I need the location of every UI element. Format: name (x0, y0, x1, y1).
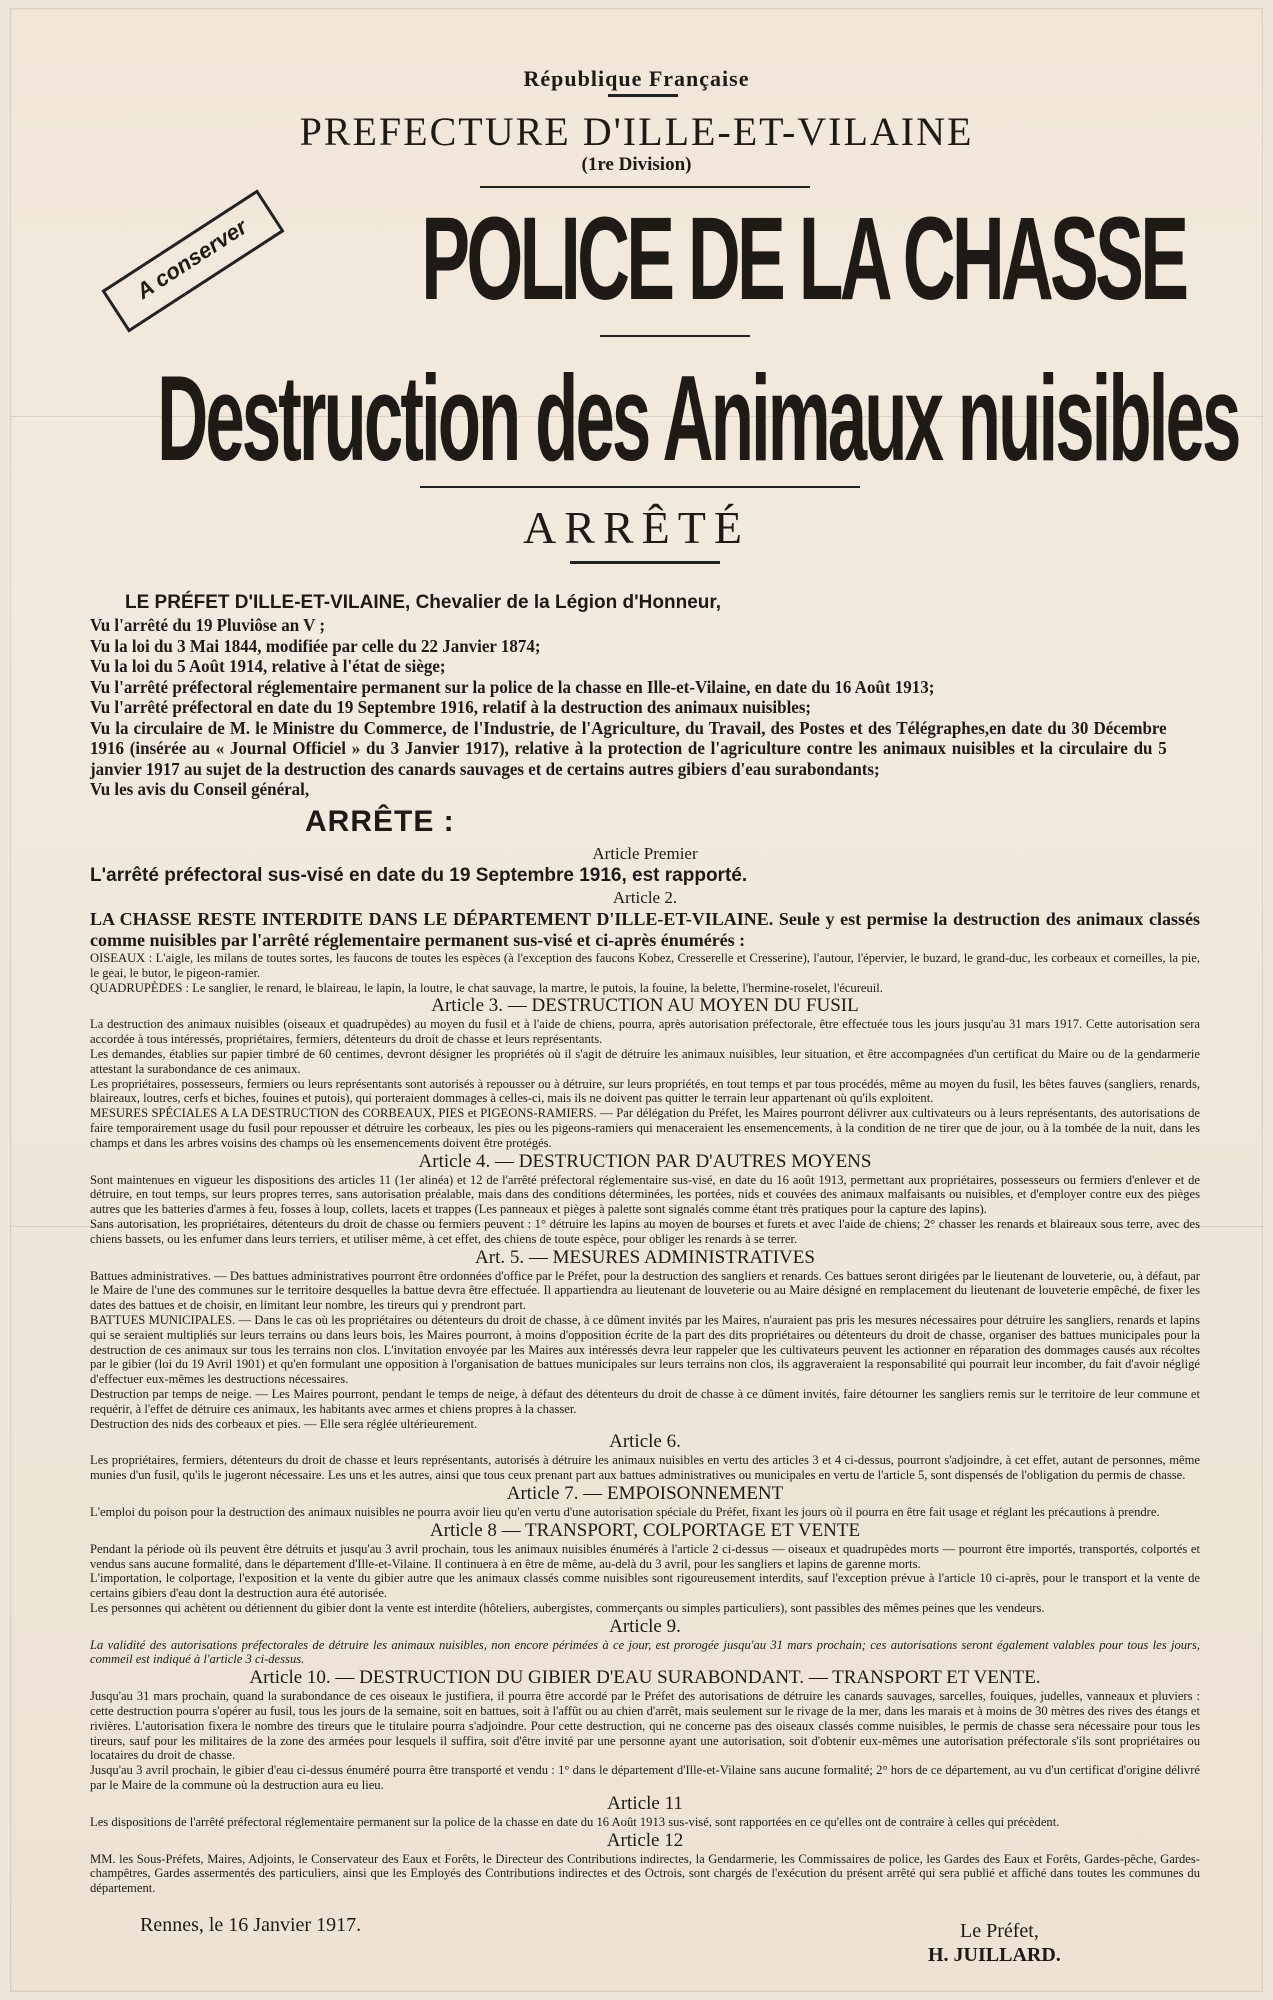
divider (570, 561, 720, 564)
article-title: Article 12 (606, 1829, 684, 1851)
article-title: Article 11 (607, 1792, 683, 1814)
article-title: Article 8 — TRANSPORT, COLPORTAGE ET VENTE (429, 1519, 861, 1541)
subtitle: Destruction des Animaux nuisibles (157, 350, 1239, 486)
vu-line: Vu l'arrêté du 19 Pluviôse an V ; (90, 615, 325, 635)
divider (600, 335, 750, 337)
divider (480, 186, 810, 188)
arrete-heading: ARRÊTÉ (523, 502, 750, 553)
poster (10, 8, 1263, 1992)
article-text: Les dispositions de l'arrêté préfectoral réglementaire permanent sur la police de la chasse en date du 16 Août 1913 sus-visé, sont rapportées en ce qu'elles ont de contraire à celles qui précèdent. (90, 1814, 1060, 1829)
article-text: La validité des autorisations préfectorales de détruire les animaux nuisibles, non encore périmées à ce jour, est prorogée jusqu'au 31 mars prochain; ces autorisations seront également valables pour tous les jours, commeil est indiqué à l'article 3 ci-dessus. (90, 1637, 1200, 1667)
article-text: L'arrêté préfectoral sus-visé en date du 19 Septembre 1916, est rapporté. (90, 865, 748, 886)
article-text: Les personnes qui achètent ou détiennent du gibier dont la vente est interdite (hôteliers, aubergistes, commerçants ou simples particuliers), sont passibles des mêmes peines que les vendeurs. (90, 1600, 1045, 1615)
vu-line: Vu la loi du 3 Mai 1844, modifiée par celle du 22 Janvier 1874; (90, 635, 541, 656)
article-text: La destruction des animaux nuisibles (oiseaux et quadrupèdes) au moyen du fusil et à l'aide de chiens, pourra, après autorisation préfectorale, être effectuée tous les jours jusqu'au 31 mars 1917. Cette autorisation sera accordée à tous intéressés, propriétaires, fermiers, détenteurs du droit de chasse et leurs représentants. (90, 1017, 1200, 1047)
article-text: Les propriétaires, possesseurs, fermiers ou leurs représentants sont autorisés à repousser ou à détruire, sur leurs propriétés, en tout temps et par tous procédés, même au moyen du fusil, les bêtes fauves (sangliers, renards, blaireaux, loutres, cerfs et biches, fouines et putois), qui porteraient dommages à celles-ci, mais ils ne doivent pas quitter le terrain leur appartenant où qu'ils exploitent. (90, 1076, 1200, 1106)
main-title: POLICE DE LA CHASSE (421, 193, 1186, 325)
divider (608, 94, 678, 97)
prefecture-heading: PREFECTURE D'ILLE-ET-VILAINE (299, 109, 974, 154)
conserver-stamp: A conserver (101, 189, 284, 332)
article-text: Les propriétaires, fermiers, détenteurs du droit de chasse et leurs représentants, autorisés à détruire les animaux nuisibles en vertu des articles 3 et 4 ci-dessus, pourront s'adjoindre, à cet effet, autant de personnes, même munies d'un fusil, qu'ils le jugeront nécessaire. Les uns et les autres, ainsi que tous ceux prenant part aux battues administratives ou municipales en vertu de l'article 5, sont dispensés de l'obligation du permis de chasse. (90, 1453, 1200, 1483)
vu-line: Vu les avis du Conseil général, (90, 779, 310, 799)
article-text: Jusqu'au 3 avril prochain, le gibier d'eau ci-dessus énuméré pourra être transporté et vendu : 1° dans le département d'Ille-et-Vilaine sans aucune formalité; 2° hors de ce département, au vu d'un certificat d'origine délivré par le Maire de la commune où la destruction aura eu lieu. (90, 1763, 1200, 1793)
articles (90, 843, 1200, 1896)
article-text: Destruction par temps de neige. — Les Maires pourront, pendant le temps de neige, à défaut des détenteurs du droit de chasse à ce dûment invités, faire détourner les sangliers remis sur le territoire de leur commune et requérir, à l'effet de détruire ces animaux, les habitants avec armes et chiens propres à la chasser. (90, 1386, 1200, 1416)
article-text: Les demandes, établies sur papier timbré de 60 centimes, devront désigner les propriétés où il s'agit de détruire les animaux nuisibles, leur situation, et être accompagnées d'un certificat du Maire ou de la gendarmerie attestant la surabondance de ces animaux. (90, 1046, 1200, 1076)
article-text: QUADRUPÈDES : Le sanglier, le renard, le blaireau, le lapin, la loutre, le chat sauvage, la martre, le putois, la fouine, la belette, l'hermine-roselet, l'écureuil. (90, 980, 883, 995)
article-text: MESURES SPÉCIALES A LA DESTRUCTION des CORBEAUX, PIES et PIGEONS-RAMIERS. — Par délégation du Préfet, les Maires pourront délivrer aux cultivateurs ou à leurs représentants, des autorisations de faire temporairement usage du fusil pour repousser et détruire les corbeaux, les pies ou les pigeons-ramiers qui menaceraient les ensemencements, à la condition de ne tirer que de jour, ou à la tombée de la nuit, dans les champs et dans les arbres voisins des champs où les ensemencements doivent être protégés. (90, 1106, 1200, 1150)
preamble (90, 591, 1200, 838)
article-text: Battues administratives. — Des battues administratives pourront être ordonnées d'office par le Préfet, pour la destruction des sangliers et renards. Ces battues seront dirigées par le lieutenant de louveterie, ou, à défaut, par le Maire de l'une des communes sur le territoire desquelles la battue devra être effectuée. Il appartiendra au lieutenant de louveterie ou au Maire désigné en remplacement du lieutenant de louveterie empêché, de fixer les dates des battues et de choisir, en limitant leur nombre, les tireurs qui y prendront part. (90, 1268, 1200, 1313)
article-title: Article 4. — DESTRUCTION PAR D'AUTRES MOYENS (418, 1150, 872, 1172)
article-title: Article Premier (592, 844, 698, 863)
republic-heading: République Française (523, 66, 750, 91)
article-text: LA CHASSE RESTE INTERDITE DANS LE DÉPARTEMENT D'ILLE-ET-VILAINE. Seule y est permise la destruction des animaux classés comme nuisibles par l'arrêté réglementaire permanent sus-visé et ci-après énumérés : (90, 909, 1200, 950)
article-text: L'emploi du poison pour la destruction des animaux nuisibles ne pourra avoir lieu qu'en vertu d'une autorisation spéciale du Préfet, fixant les jours où il pourra en être fait usage et réglant les précautions à prendre. (90, 1504, 1160, 1519)
place-date: Rennes, le 16 Janvier 1917. (140, 1914, 362, 1936)
article-title: Article 3. — DESTRUCTION AU MOYEN DU FUSIL (431, 995, 859, 1017)
article-title: Article 2. (612, 888, 678, 907)
divider (420, 486, 860, 488)
article-text: L'importation, le colportage, l'exposition et la vente du gibier autre que les animaux classés comme nuisibles sont rigoureusement interdits, sauf l'exception prévue à l'article 10 ci-après, pour le transport et la vente de certains gibiers d'eau dont la destruction aura été autorisée. (90, 1571, 1200, 1601)
article-title: Art. 5. — MESURES ADMINISTRATIVES (475, 1246, 815, 1268)
article-text: Jusqu'au 31 mars prochain, quand la surabondance de ces oiseaux le justifiera, il pourra être accordé par le Préfet des autorisations de détruire les canards sauvages, sarcelles, fouiques, judelles, vanneaux et pluviers : cette destruction pourra s'opérer au fusil, tous les jours de la semaine, soit en battues, soit à l'affût ou au chien d'arrêt, mais seulement sur le rivage de la mer, dans les marais et à moins de 30 mètres des rives des étangs et rivières. L'autorisation fixera le nombre des tireurs que le titulaire pourra s'adjoindre. Pour cette destruction, qui ne concerne pas des oiseaux classés comme nuisibles, le permis de chasse sera nécessaire pour tous les tireurs, sauf pour les militaires de la zone des armées pour lesquels il suffira, soit d'être invité par une personne ayant une autorisation, soit d'obtenir eux-mêmes une autorisation préfectorale s'ils sont propriétaires ou locataires du droit de chasse. (90, 1689, 1200, 1763)
vu-line: Vu l'arrêté préfectoral en date du 19 Septembre 1916, relatif à la destruction des animaux nuisibles; (90, 697, 812, 717)
article-text: Sans autorisation, les propriétaires, détenteurs du droit de chasse ou fermiers peuvent : 1° détruire les lapins au moyen de bourses et furets et avec l'aide de chiens; 2° chasser les renards et blaireaux sous terre, avec des chiens bassets, ou les enfumer dans leurs terriers, et utiliser même, à cet effet, des chiens de toute espèce, pour obliger les renards à se terrer. (90, 1216, 1200, 1246)
article-text: Pendant la période où ils peuvent être détruits et jusqu'au 3 avril prochain, tous les animaux nuisibles énumérés à l'article 2 ci-dessus — oiseaux et quadrupèdes morts — pourront être importés, transportés, colportés et vendus sans aucune formalité, dans le département d'Ille-et-Vilaine. Il continuera à en être de même, au-delà du 3 avril, pour les sangliers et lapins de garenne morts. (90, 1541, 1200, 1571)
vu-line: Vu l'arrêté préfectoral réglementaire permanent sur la police de la chasse en Ille-et-Vilaine, en date du 16 Août 1913; (90, 676, 935, 697)
article-text: MM. les Sous-Préfets, Maires, Adjoints, le Conservateur des Eaux et Forêts, le Directeur des Contributions indirectes, la Gendarmerie, les Commissaires de police, les Gardes des Eaux et Forêts, Gardes-pêche, Gardes-champêtres, Gardes assermentés des particuliers, ainsi que les Employés des Contributions indirectes et des Octrois, sont chargés de l'exécution du présent arrêté qui sera publié et affiché dans toutes les communes du département. (90, 1851, 1200, 1896)
article-text: OISEAUX : L'aigle, les milans de toutes sortes, les faucons de toutes les espèces (à l'exception des faucons Kobez, Cresserelle et Cresserine), l'autour, l'épervier, le buzard, le grand-duc, les corbeaux et corneilles, la pie, le geai, le butor, le pigeon-ramier. (90, 951, 1200, 980)
arrete-decree: ARRÊTE : (305, 804, 455, 838)
article-title: Article 9. (609, 1615, 681, 1637)
article-text: BATTUES MUNICIPALES. — Dans le cas où les propriétaires ou détenteurs du droit de chasse, à ce dûment invités par les Maires, n'auraient pas pris les mesures nécessaires pour détruire les sangliers, renards et lapins qui se seraient multipliés sur leurs terrains ou dans leurs bois, les Maires pourront, à moins d'opposition écrite de la part des dits propriétaires ou détenteurs du droit de chasse, organiser des battues municipales pour la destruction de ces animaux sur tous les terrains non clos. L'invitation envoyée par les Maires aux intéressés devra leur rappeler que les cultivateurs peuvent les actionner en réparation des dommages causés aux récoltes par le gibier (loi du 19 Avril 1901) et qu'en formulant une opposition à l'organisation de battues municipales sur leurs terrains non clos, ils aggraveraient la responsabilité qui pourrait leur incomber, du fait d'avoir négligé d'effectuer eux-mêmes les destructions nécessaires. (90, 1312, 1200, 1387)
signer-title: Le Préfet, (960, 1920, 1039, 1942)
signer-name: H. JUILLARD. (928, 1944, 1061, 1966)
article-text: Destruction des nids des corbeaux et pies. — Elle sera réglée ultérieurement. (90, 1416, 478, 1431)
division-label: (1re Division) (581, 154, 692, 175)
article-text: Sont maintenues en vigueur les dispositions des articles 11 (1er alinéa) et 12 de l'arrêté préfectoral réglementaire sus-visé, en date du 16 août 1913, permettant aux propriétaires, possesseurs ou fermiers d'enlever et de détruire, en tout temps, sur leurs propres terres, sans autorisation préalable, mais dans des conditions déterminées, les portées, nids et couvées des animaux malfaisants ou nuisibles, et d'employer contre eux des pièges autres que les batteries d'armes à feu, fosses à loup, collets, lacets et trappes (Les panneaux et pièges à palette sont signalés comme étant très pratiques pour la capture des lapins). (90, 1172, 1200, 1217)
vu-line: Vu la circulaire de M. le Ministre du Commerce, de l'Industrie, de l'Agriculture, du Travail, des Postes et des Télégraphes,en date du 30 Décembre 1916 (insérée au « Journal Officiel » du 3 Janvier 1917), relative à la protection de l'agriculture contre les animaux nuisibles et la circulaire du 5 janvier 1917 au sujet de la destruction des canards sauvages et de certains autres gibiers d'eau surabondants; (90, 717, 1167, 779)
vu-line: Vu la loi du 5 Août 1914, relative à l'état de siège; (90, 656, 446, 676)
prefet-line: LE PRÉFET D'ILLE-ET-VILAINE, Chevalier de la Légion d'Honneur, (125, 592, 721, 613)
article-title: Article 7. — EMPOISONNEMENT (506, 1482, 784, 1504)
article-title: Article 6. (609, 1431, 681, 1453)
article-title: Article 10. — DESTRUCTION DU GIBIER D'EAU SURABONDANT. — TRANSPORT ET VENTE. (249, 1667, 1041, 1689)
